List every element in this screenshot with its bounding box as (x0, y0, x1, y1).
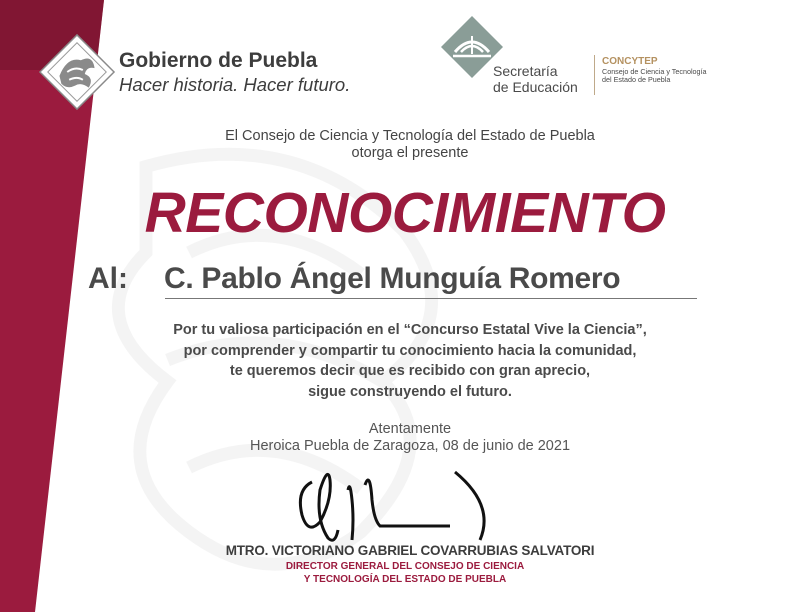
recipient-name: C. Pablo Ángel Munguía Romero (164, 262, 621, 295)
grant-line-1: El Consejo de Ciencia y Tecnología del Estado de Puebla (225, 128, 595, 144)
message-line: Por tu valiosa participación en el “Concurso Estatal Vive la Ciencia”, (173, 322, 647, 338)
message-line: por comprender y compartir tu conocimiento hacia la comunidad, (183, 342, 637, 359)
signatory-position-line1: DIRECTOR GENERAL DEL CONSEJO DE CIENCIA (285, 561, 525, 572)
sep-name-line1: Secretaría (493, 63, 558, 79)
sep-name-line2: de Educación (493, 79, 578, 95)
place-date: Heroica Puebla de Zaragoza, 08 de junio de 2021 (249, 438, 571, 454)
logo-divider (594, 55, 595, 95)
message-line: te queremos decir que es recibido con gran aprecio, (229, 363, 591, 379)
closing: Atentamente (368, 421, 452, 437)
concytep-subtitle: Consejo de Ciencia y Tecnología del Estado de Puebla (602, 67, 707, 85)
grant-line-2: otorga el presente (351, 145, 469, 161)
message-line: sigue construyendo el futuro. (308, 383, 512, 400)
concytep-name: CONCYTEP (602, 56, 658, 67)
handwritten-signature (290, 460, 500, 550)
gobierno-slogan: Hacer historia. Hacer futuro. (119, 74, 351, 95)
gobierno-title: Gobierno de Puebla (119, 49, 318, 72)
signatory-position-line2: Y TECNOLOGÍA DEL ESTADO DE PUEBLA (303, 574, 507, 585)
gobierno-puebla-emblem-icon (38, 33, 116, 111)
recipient-underline (165, 298, 697, 299)
certificate-title: RECONOCIMIENTO (144, 181, 666, 245)
recipient-label: Al: (88, 262, 128, 295)
signatory-name: MTRO. VICTORIANO GABRIEL COVARRUBIAS SALVATORI (225, 543, 595, 558)
recognition-message (120, 320, 700, 402)
